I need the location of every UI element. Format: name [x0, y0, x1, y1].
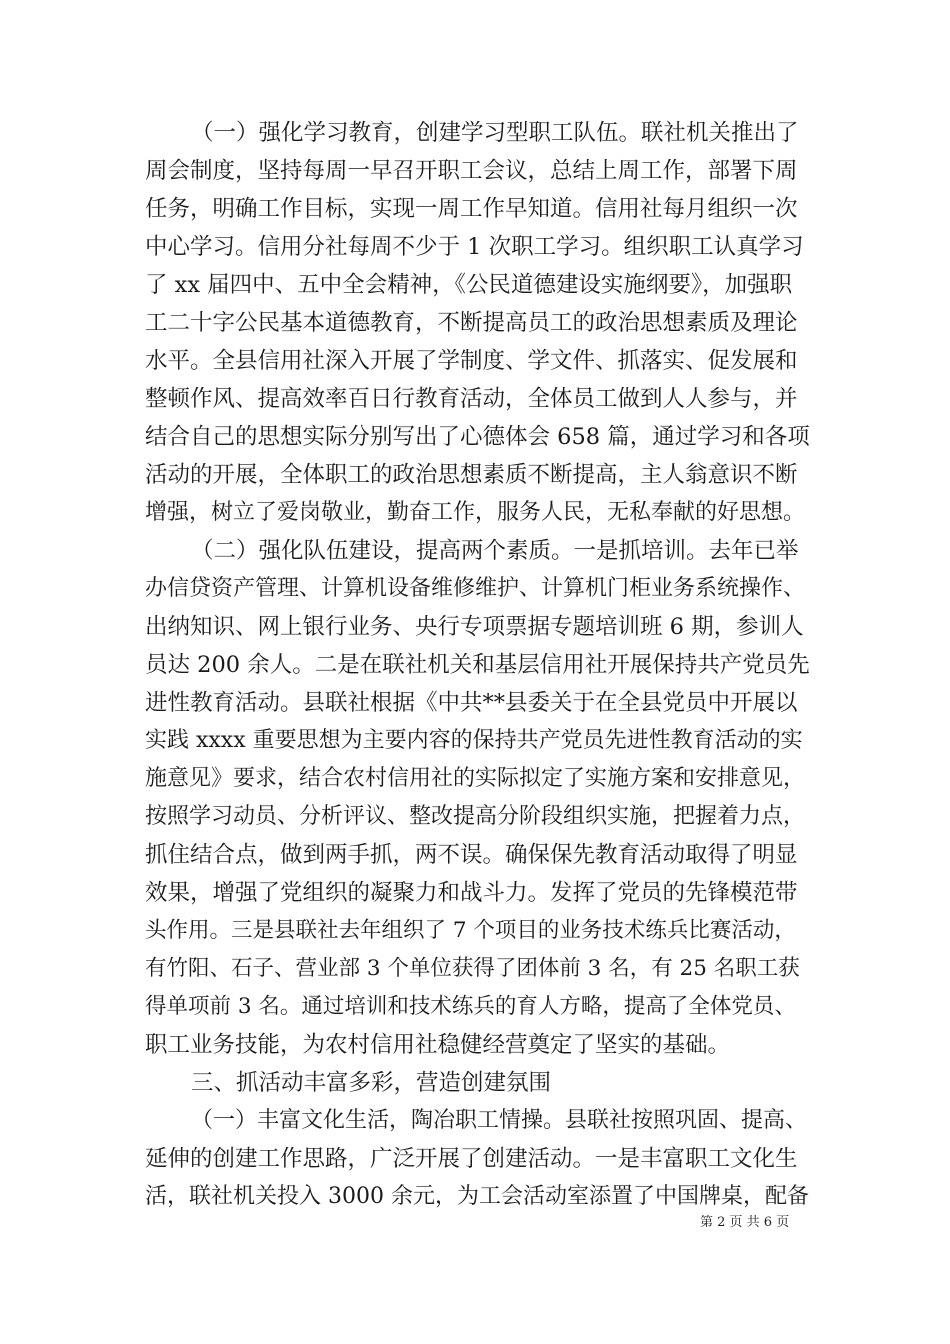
text-line: 活，联社机关投入 3000 余元，为工会活动室添置了中国牌桌，配备	[145, 1184, 809, 1209]
text-line: 员达 200 余人。二是在联社机关和基层信用社开展保持共产党员先	[145, 652, 810, 678]
text-line: 增强，树立了爱岗敬业，勤奋工作，服务人民，无私奉献的好思想。	[145, 500, 806, 525]
text-line: 结合自己的思想实际分别写出了心德体会 658 篇，通过学习和各项	[145, 424, 810, 450]
text-line: 施意见》要求，结合农村信用社的实际拟定了实施方案和安排意见，	[145, 766, 806, 791]
text-line: 抓住结合点，做到两手抓，两不误。确保保先教育活动取得了明显	[145, 842, 798, 868]
text-line: 任务，明确工作目标，实现一周工作早知道。信用社每月组织一次	[145, 196, 798, 222]
text-line: 水平。全县信用社深入开展了学制度、学文件、抓落实、促发展和	[145, 348, 798, 374]
text-line: 中心学习。信用分社每周不少于 1 次职工学习。组织职工认真学习	[145, 234, 804, 260]
text-line: 整顿作风、提高效率百日行教育活动，全体员工做到人人参与，并	[145, 386, 798, 412]
text-line: 得单项前 3 名。通过培训和技术练兵的育人方略，提高了全体党员、	[145, 994, 796, 1019]
text-line: 工二十字公民基本道德教育，不断提高员工的政治思想素质及理论	[145, 310, 798, 336]
text-line: 进性教育活动。县联社根据《中共**县委关于在全县党员中开展以	[145, 690, 798, 716]
paragraph-first-line: （一）强化学习教育，创建学习型职工队伍。联社机关推出了	[191, 120, 799, 146]
text-line: 活动的开展，全体职工的政治思想素质不断提高，主人翁意识不断	[145, 462, 798, 488]
text-line: 职工业务技能，为农村信用社稳健经营奠定了坚实的基础。	[145, 1032, 731, 1058]
paragraph-first-line: 三、抓活动丰富多彩，营造创建氛围	[191, 1070, 552, 1096]
text-line: 了 xx 届四中、五中全会精神，《公民道德建设实施纲要》，加强职	[145, 272, 793, 298]
text-line: 实践 xxxx 重要思想为主要内容的保持共产党员先进性教育活动的实	[145, 728, 803, 753]
paragraph-first-line: （二）强化队伍建设，提高两个素质。一是抓培训。去年已举	[191, 538, 799, 564]
paragraph-first-line: （一）丰富文化生活，陶冶职工情操。县联社按照巩固、提高、	[191, 1108, 808, 1133]
text-line: 头作用。三是县联社去年组织了 7 个项目的业务技术练兵比赛活动，	[145, 918, 796, 943]
text-line: 按照学习动员、分析评议、整改提高分阶段组织实施，把握着力点，	[145, 804, 806, 829]
text-line: 效果，增强了党组织的凝聚力和战斗力。发挥了党员的先锋模范带	[145, 880, 798, 906]
text-line: 延伸的创建工作思路，广泛开展了创建活动。一是丰富职工文化生	[145, 1146, 798, 1172]
text-line: 周会制度，坚持每周一早召开职工会议，总结上周工作，部署下周	[145, 158, 798, 184]
text-line: 有竹阳、石子、营业部 3 个单位获得了团体前 3 名，有 25 名职工获	[145, 956, 800, 981]
text-line: 出纳知识、网上银行业务、央行专项票据专题培训班 6 期，参训人	[145, 614, 804, 640]
page-number-footer: 第 2 页 共 6 页	[700, 1215, 790, 1230]
text-line: 办信贷资产管理、计算机设备维修维护、计算机门柜业务系统操作、	[145, 576, 806, 601]
